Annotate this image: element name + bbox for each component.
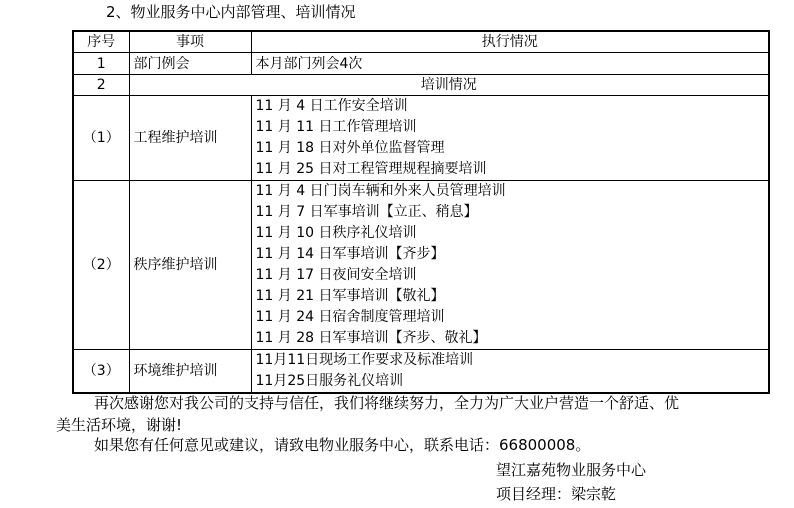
training-line: 11 月 25 日对工程管理规程摘要培训 — [255, 161, 487, 177]
table-row-order — [73, 181, 769, 350]
training-line: 11 月 24 日宿舍制度管理培训 — [255, 309, 445, 325]
training-table — [72, 30, 770, 394]
table-header-row — [73, 31, 769, 53]
row-detail-list — [251, 181, 769, 350]
training-line: 11月11日现场工作要求及标准培训 — [255, 352, 474, 368]
row-item: 秩序维护培训 — [129, 181, 251, 350]
row-no: （1） — [73, 96, 129, 181]
closing-thanks-line: 再次感谢您对我公司的支持与信任，我们将继续努力，全力为广大业户营造一个舒适、优 — [94, 394, 680, 412]
training-line: 11 月 11 日工作管理培训 — [255, 119, 417, 135]
training-line: 11 月 18 日对外单位监督管理 — [255, 140, 445, 156]
training-line: 11 月 17 日夜间安全培训 — [255, 267, 417, 283]
training-line: 11 月 4 日门岗车辆和外来人员管理培训 — [255, 183, 506, 199]
signature-manager: 项目经理：梁宗乾 — [496, 485, 617, 503]
closing-contact-line: 如果您有任何意见或建议，请致电物业服务中心，联系电话：66800008。 — [94, 436, 591, 454]
training-line: 11 月 14 日军事培训【齐步】 — [255, 246, 445, 262]
row-no: （3） — [73, 350, 129, 394]
table-row — [73, 75, 769, 96]
training-line: 11 月 28 日军事培训【齐步、敬礼】 — [255, 330, 487, 346]
training-line: 11月25日服务礼仪培训 — [255, 373, 404, 389]
row-item: 部门例会 — [129, 53, 251, 75]
row-detail: 本月部门列会4次 — [251, 53, 769, 75]
closing-thanks-continuation: 美生活环境，谢谢! — [56, 416, 183, 434]
row-no: 1 — [73, 53, 129, 75]
signature-organization: 望江嘉苑物业服务中心 — [496, 461, 647, 479]
table-row — [73, 53, 769, 75]
row-detail-list — [251, 96, 769, 181]
training-line: 11 月 4 日工作安全培训 — [255, 98, 408, 114]
row-detail: 培训情况 — [129, 75, 769, 96]
training-line: 11 月 7 日军事培训【立正、稍息】 — [255, 204, 478, 220]
table-row-environment — [73, 350, 769, 394]
training-line: 11 月 10 日秩序礼仪培训 — [255, 225, 417, 241]
training-line: 11 月 21 日军事培训【敬礼】 — [255, 288, 445, 304]
row-no: （2） — [73, 181, 129, 350]
row-no: 2 — [73, 75, 129, 96]
row-item: 工程维护培训 — [129, 96, 251, 181]
row-detail-list — [251, 350, 769, 394]
header-no: 序号 — [73, 31, 129, 53]
section-heading: 2、物业服务中心内部管理、培训情况 — [106, 3, 356, 21]
header-execution: 执行情况 — [251, 31, 769, 53]
header-item: 事项 — [129, 31, 251, 53]
table-row-engineering — [73, 96, 769, 181]
row-item: 环境维护培训 — [129, 350, 251, 394]
